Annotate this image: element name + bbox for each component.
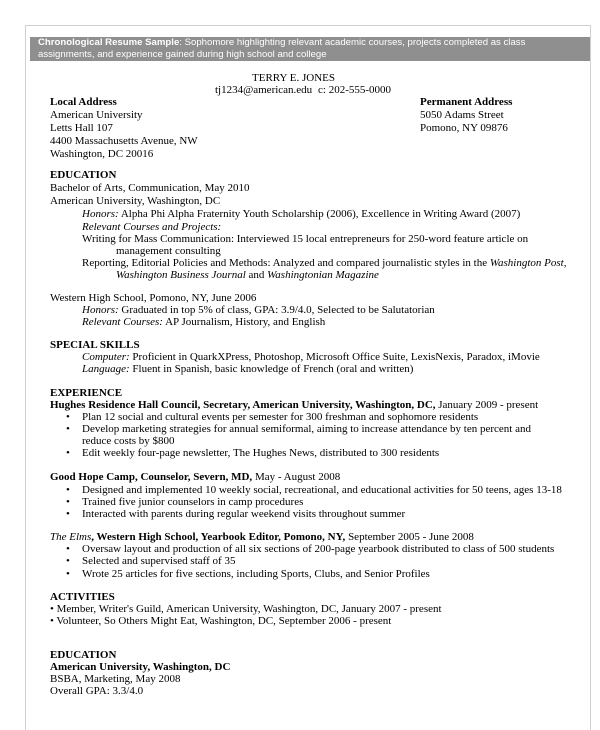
job-title: Good Hope Camp, Counselor, Severn, MD,	[50, 471, 253, 483]
job-bullet-cont: reduce costs by $800	[82, 435, 175, 447]
hs-honors-label: Honors:	[82, 304, 119, 316]
bullet-dot: •	[66, 543, 70, 555]
publication-name: Washington Business Journal	[116, 269, 246, 281]
relevant-courses-label: Relevant Courses and Projects:	[82, 221, 222, 233]
job-bullet: Wrote 25 articles for five sections, including Sports, Clubs, and Senior Profiles	[82, 568, 430, 580]
publication-name: Washingtonian Magazine	[267, 269, 379, 281]
education-heading: EDUCATION	[50, 169, 117, 181]
degree-2: BSBA, Marketing, May 2008	[50, 673, 181, 685]
language-label: Language:	[82, 363, 130, 375]
contact-cell: c: 202-555-0000	[318, 84, 392, 96]
hs-courses-label: Relevant Courses:	[82, 316, 163, 328]
education-heading-2: EDUCATION	[50, 649, 117, 661]
local-address-heading: Local Address	[50, 96, 117, 108]
bullet-dot: •	[66, 568, 70, 580]
bullet-dot: •	[66, 484, 70, 496]
hs-honors-text: Graduated in top 5% of class, GPA: 3.9/4.0, Selected to be Salutatorian	[118, 304, 435, 316]
job-bullet: Oversaw layout and production of all six sections of 200-page yearbook distributed to class of 500 students	[82, 543, 555, 555]
candidate-name: TERRY E. JONES	[252, 72, 336, 84]
contact-email: tj1234@american.edu	[215, 84, 313, 96]
job-bullet: Edit weekly four-page newsletter, The Hughes News, distributed to 300 residents	[82, 447, 440, 459]
activities-heading: ACTIVITIES	[50, 591, 115, 603]
banner-label: Chronological Resume Sample	[38, 37, 180, 48]
publication-name: Washington Post,	[489, 257, 567, 269]
job-title: , Western High School, Yearbook Editor, Pomono, NY,	[91, 531, 346, 543]
bullet-dot: •	[66, 508, 70, 520]
gpa: Overall GPA: 3.3/4.0	[50, 685, 144, 697]
job-dates: January 2009 - present	[435, 399, 539, 411]
experience-heading: EXPERIENCE	[50, 387, 123, 399]
job-dates: May - August 2008	[252, 471, 341, 483]
job-bullet: Plan 12 social and cultural events per semester for 300 freshman and sophomore residents	[82, 411, 479, 423]
hs-courses-text: AP Journalism, History, and English	[162, 316, 326, 328]
local-address-line: Washington, DC 20016	[50, 148, 154, 160]
local-address-line: American University	[50, 109, 143, 121]
school: American University, Washington, DC	[50, 195, 221, 207]
banner-line2: assignments, and experience gained during high school and college	[38, 49, 327, 60]
course-item: Reporting, Editorial Policies and Methods: Analyzed and compared journalistic styles in the	[82, 257, 490, 269]
high-school: Western High School, Pomono, NY, June 2006	[50, 292, 257, 304]
bullet-dot: •	[66, 423, 70, 435]
school-2: American University, Washington, DC	[50, 661, 231, 673]
banner-line1: : Sophomore highlighting relevant academic courses, projects completed as class	[179, 37, 526, 48]
course-item: Writing for Mass Communication: Interviewed 15 local entrepreneurs for 250-word feature article on	[82, 233, 529, 245]
permanent-address-heading: Permanent Address	[420, 96, 513, 108]
bullet-dot: •	[66, 496, 70, 508]
permanent-address-line: Pomono, NY 09876	[420, 122, 508, 134]
bullet-dot: •	[66, 411, 70, 423]
local-address-line: Letts Hall 107	[50, 122, 113, 134]
honors-text: Alpha Phi Alpha Fraternity Youth Scholarship (2006), Excellence in Writing Award (2007)	[118, 208, 521, 220]
conjunction: and	[245, 269, 268, 281]
activity-item: • Volunteer, So Others Might Eat, Washington, DC, September 2006 - present	[50, 615, 392, 627]
job-bullet: Trained five junior counselors in camp procedures	[82, 496, 304, 508]
bullet-dot: •	[66, 555, 70, 567]
language-skills: Fluent in Spanish, basic knowledge of French (oral and written)	[129, 363, 414, 375]
permanent-address-line: 5050 Adams Street	[420, 109, 504, 121]
job-bullet: Interacted with parents during regular weekend visits throughout summer	[82, 508, 406, 520]
publication-name: The Elms	[50, 531, 92, 543]
activity-item: • Member, Writer's Guild, American University, Washington, DC, January 2007 - present	[50, 603, 442, 615]
job-bullet: Selected and supervised staff of 35	[82, 555, 236, 567]
job-bullet: Designed and implemented 10 weekly social, recreational, and educational activities for 50 teens, ages 13-18	[82, 484, 562, 496]
skills-heading: SPECIAL SKILLS	[50, 339, 140, 351]
computer-skills: Proficient in QuarkXPress, Photoshop, Microsoft Office Suite, LexisNexis, Paradox, iMovie	[129, 351, 540, 363]
job-bullet: Develop marketing strategies for annual semiformal, aiming to increase attendance by ten percent and	[82, 423, 531, 435]
computer-label: Computer:	[82, 351, 130, 363]
bullet-dot: •	[66, 447, 70, 459]
honors-label: Honors:	[82, 208, 119, 220]
sample-banner	[30, 37, 590, 61]
local-address-line: 4400 Massachusetts Avenue, NW	[50, 135, 198, 147]
job-dates: September 2005 - June 2008	[345, 531, 474, 543]
degree: Bachelor of Arts, Communication, May 2010	[50, 182, 250, 194]
job-title: Hughes Residence Hall Council, Secretary, American University, Washington, DC,	[50, 399, 436, 411]
course-item-cont: management consulting	[116, 245, 221, 257]
